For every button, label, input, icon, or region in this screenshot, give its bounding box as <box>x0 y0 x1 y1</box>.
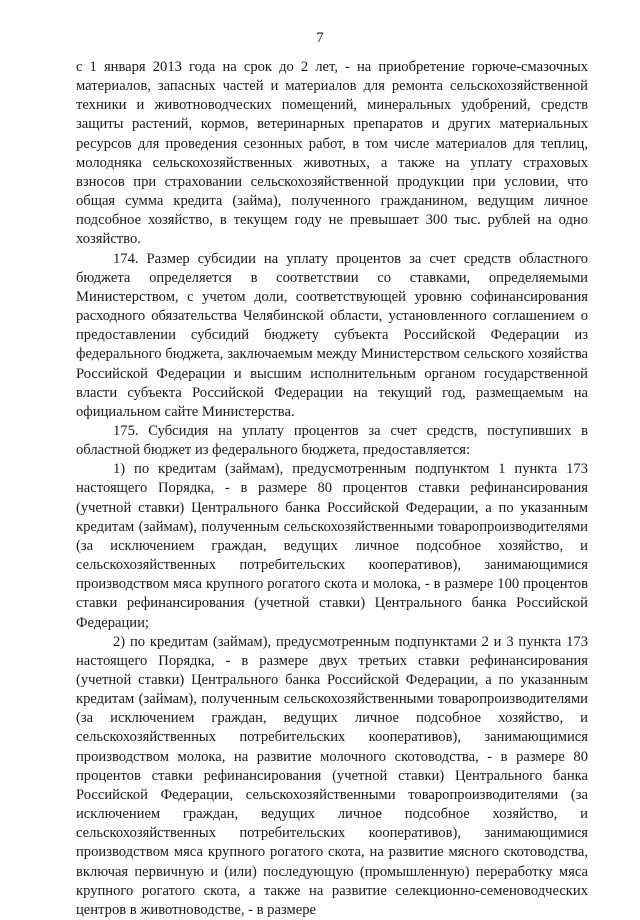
paragraph-175: 175. Субсидия на уплату процентов за счет средств, поступивших в областной бюджет из федерального бюджета, предоставляется: <box>76 422 588 459</box>
page-number: 7 <box>316 30 324 46</box>
document-body <box>76 58 588 920</box>
paragraph-174: 174. Размер субсидии на уплату процентов за счет средств областного бюджета определяется в соответствии со ставками, определяемыми Министерством, с учетом доли, соответствующей уровню софинансирования расходного обязательства Челябинской области, установленного соглашением о предоставлении субсидий бюджету субъекта Российской Федерации из федерального бюджета, заключаемым между Министерством сельского хозяйства Российской Федерации и высшим исполнительным органом государственной власти субъекта Российской Федерации на текущий год, размещаемым на официальном сайте Министерства. <box>76 250 588 420</box>
paragraph-175-item-2: 2) по кредитам (займам), предусмотренным подпунктами 2 и 3 пункта 173 настоящего Порядка, - в размере двух третьих ставки рефинансирования (учетной ставки) Центрального банка Российской Федерации, а по указанным кредитам (займам), полученным сельскохозяйственными товаропроизводителями (за исключением граждан, ведущих личное подсобное хозяйство, и сельскохозяйственных потребительских кооперативов), занимающимися производством молока, на развитие молочного скотоводства, - в размере 80 процентов ставки рефинансирования (учетной ставки) Центрального банка Российской Федерации, сельскохозяйственными товаропроизводителями (за исключением граждан, ведущих личное подсобное хозяйство, и сельскохозяйственных потребительских кооперативов), занимающимися производством мяса крупного рогатого скота, на развитие мясного скотоводства, включая первичную и (или) последующую (промышленную) переработку мяса крупного рогатого скота, а также на развитие селекционно-семеноводческих центров в животноводстве, - в размере <box>76 633 588 918</box>
paragraph-continuation: с 1 января 2013 года на срок до 2 лет, - на приобретение горюче-смазочных материалов, запасных частей и материалов для ремонта сельскохозяйственной техники и животноводческих помещений, минеральных удобрений, средств защиты растений, кормов, ветеринарных препаратов и других материальных ресурсов для проведения сезонных работ, в том числе материалов для теплиц, молодняка сельскохозяйственных животных, а также на уплату страховых взносов при страховании сельскохозяйственной продукции при условии, что общая сумма кредита (займа), полученного гражданином, ведущим личное подсобное хозяйство, в текущем году не превышает 300 тыс. рублей на одно хозяйство. <box>76 59 588 248</box>
paragraph-175-item-1: 1) по кредитам (займам), предусмотренным подпунктом 1 пункта 173 настоящего Порядка, - в размере 80 процентов ставки рефинансирования (учетной ставки) Центрального банка Российской Федерации, а по указанным кредитам (займам), полученным сельскохозяйственными товаропроизводителями (за исключением граждан, ведущих личное подсобное хозяйство, и сельскохозяйственных потребительских кооперативов), занимающимися производством мяса крупного рогатого скота и молока, - в размере 100 процентов ставки рефинансирования (учетной ставки) Центрального банка Российской Федерации; <box>76 461 588 631</box>
